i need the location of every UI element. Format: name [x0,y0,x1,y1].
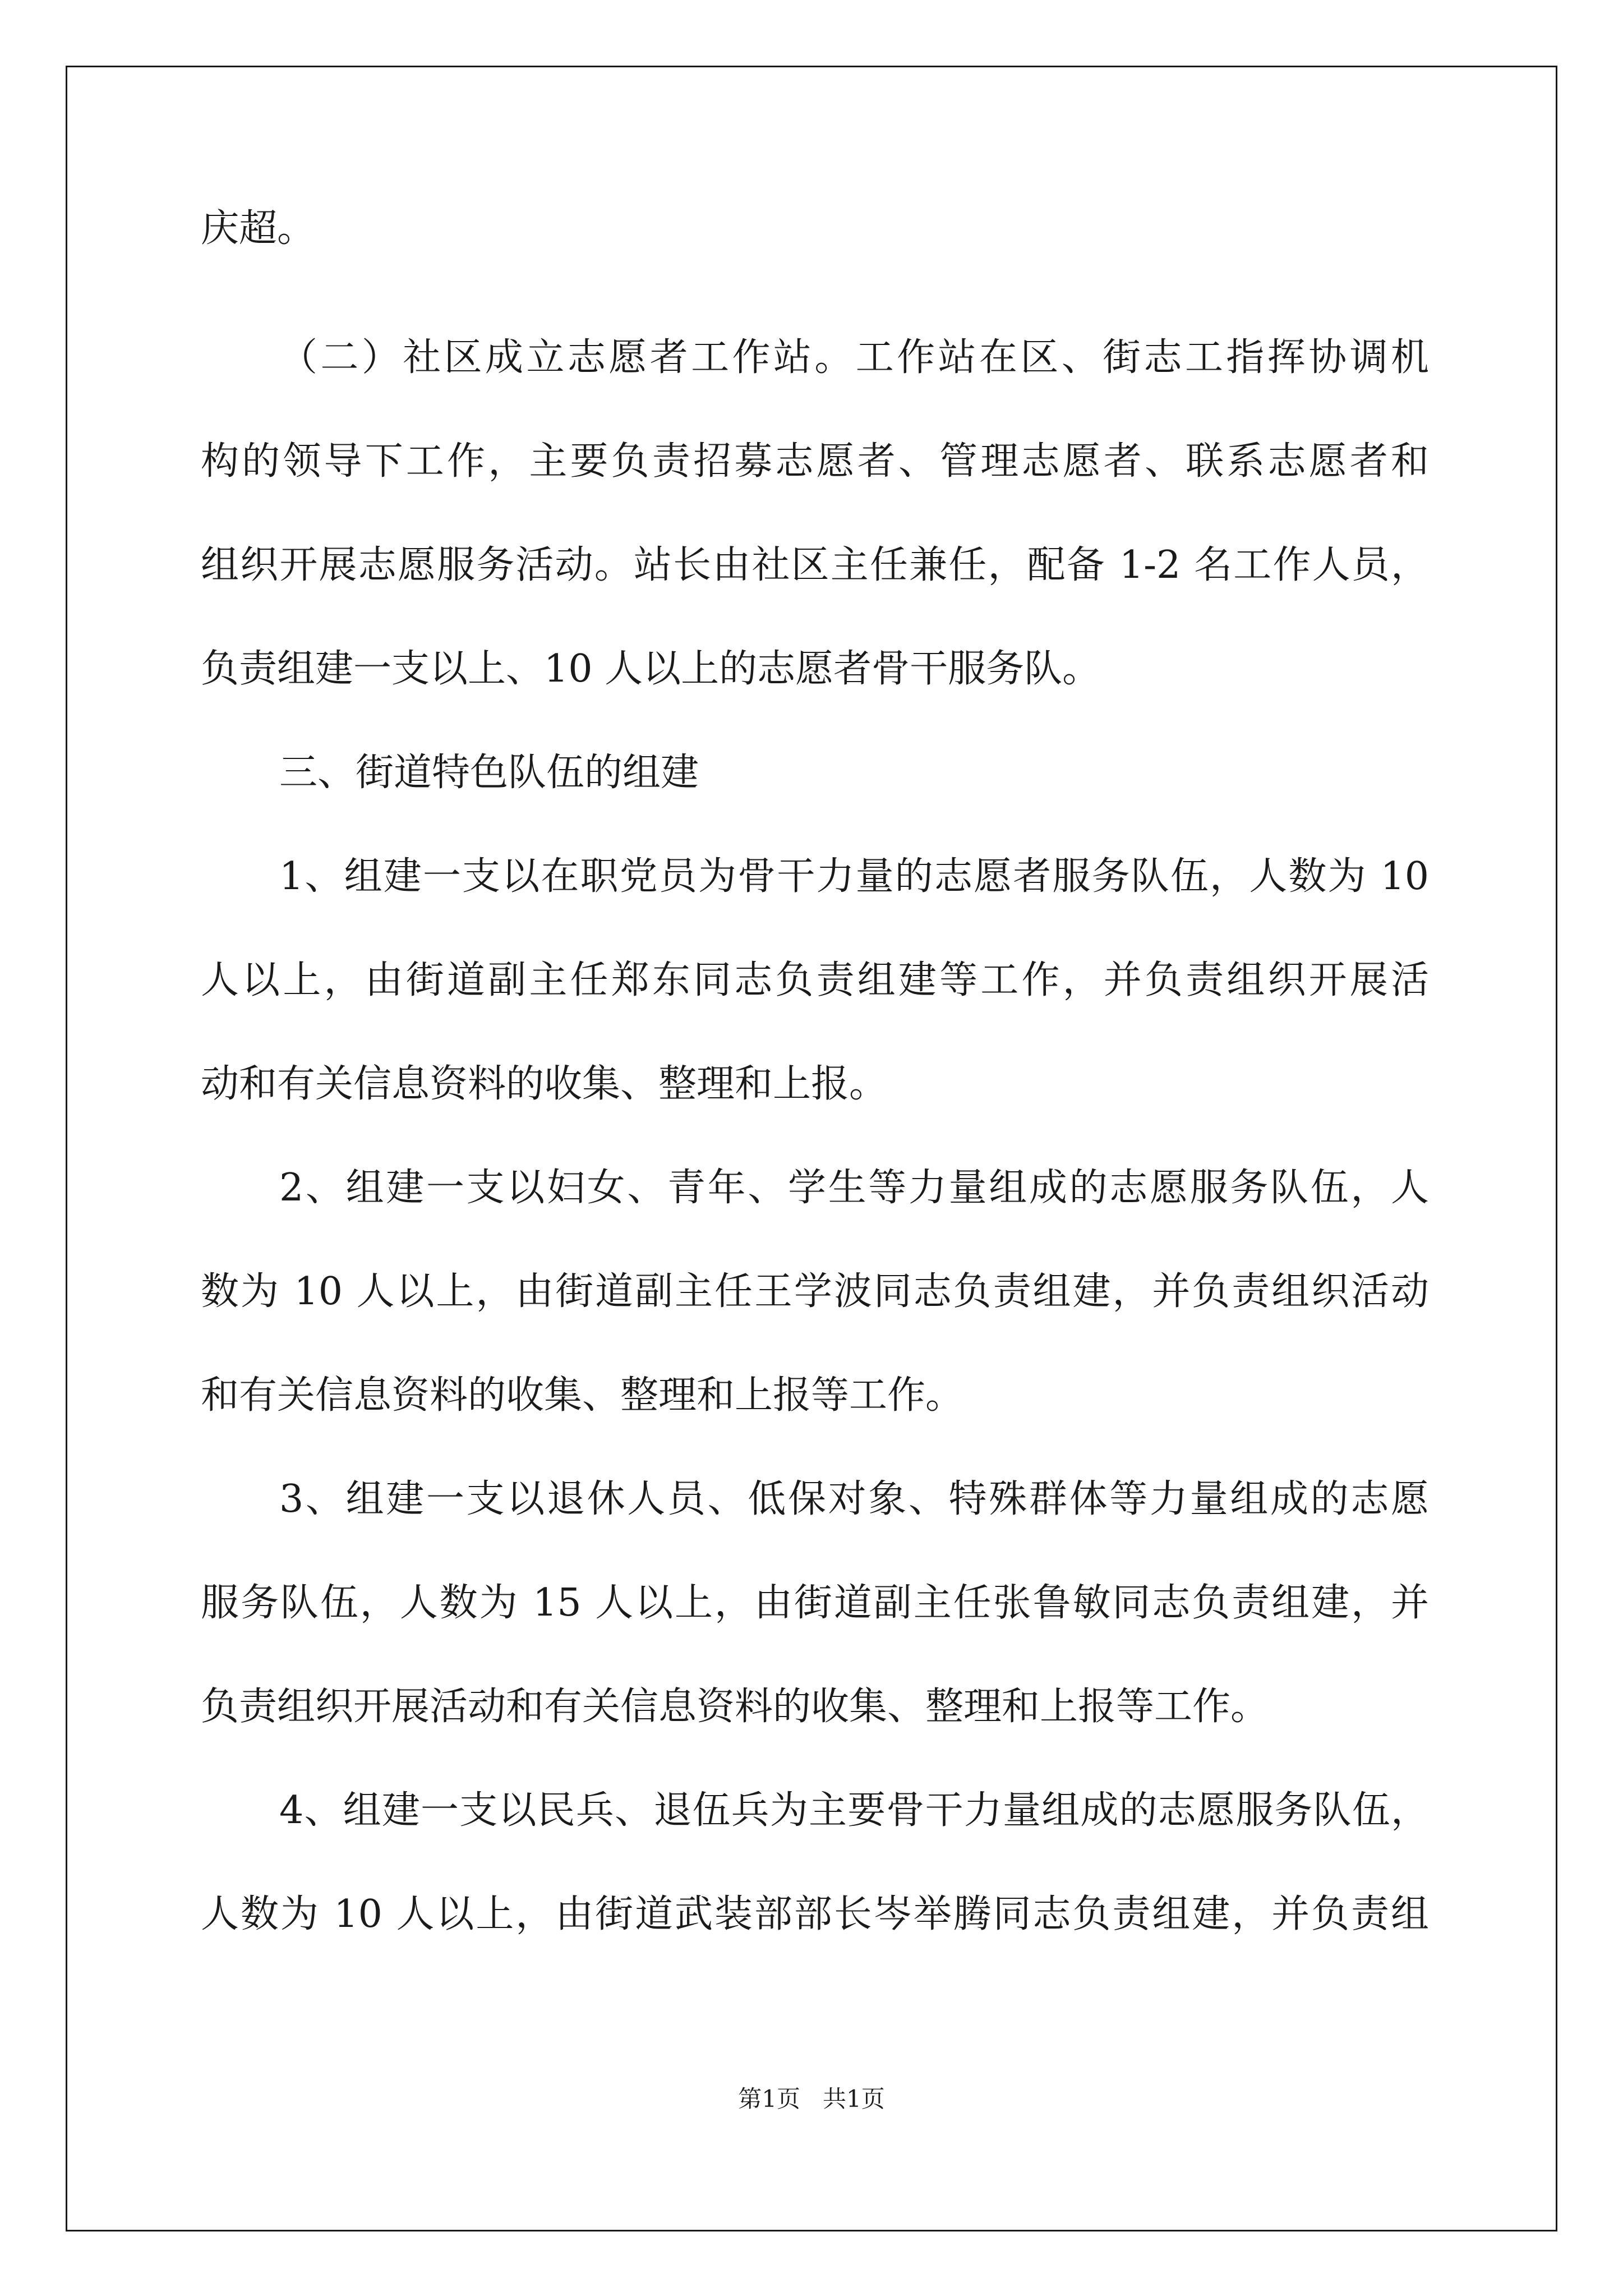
paragraph-line: 1、组建一支以在职党员为骨干力量的志愿者服务队伍，人数为 10 [279,854,1429,899]
paragraph-line: 构的领导下工作，主要负责招募志愿者、管理志愿者、联系志愿者和 [201,439,1429,484]
paragraph-line: 组织开展志愿服务活动。站长由社区主任兼任，配备 1-2 名工作人员， [201,543,1429,587]
paragraph-line: 负责组织开展活动和有关信息资料的收集、整理和上报等工作。 [201,1685,1269,1729]
paragraph-line: （二）社区成立志愿者工作站。工作站在区、街志工指挥协调机 [279,335,1429,380]
paragraph-line: 数为 10 人以上，由街道副主任王学波同志负责组建，并负责组织活动 [201,1269,1429,1314]
section-heading: 三、街道特色队伍的组建 [279,751,699,795]
paragraph-line: 庆超。 [201,206,316,251]
paragraph-line: 和有关信息资料的收集、整理和上报等工作。 [201,1373,964,1418]
page-number-footer: 第1页 共1页 [738,2085,885,2113]
paragraph-line: 负责组建一支以上、10 人以上的志愿者骨干服务队。 [201,647,1101,691]
paragraph-line: 3、组建一支以退休人员、低保对象、特殊群体等力量组成的志愿 [279,1477,1429,1521]
paragraph-line: 动和有关信息资料的收集、整理和上报。 [201,1062,888,1106]
paragraph-line: 服务队伍，人数为 15 人以上，由街道副主任张鲁敏同志负责组建，并 [201,1581,1429,1625]
paragraph-line: 2、组建一支以妇女、青年、学生等力量组成的志愿服务队伍，人 [279,1166,1429,1210]
paragraph-line: 人数为 10 人以上，由街道武装部部长岑举腾同志负责组建，并负责组 [201,1892,1429,1936]
paragraph-line: 4、组建一支以民兵、退伍兵为主要骨干力量组成的志愿服务队伍， [279,1788,1429,1833]
paragraph-line: 人以上，由街道副主任郑东同志负责组建等工作，并负责组织开展活 [201,958,1429,1002]
